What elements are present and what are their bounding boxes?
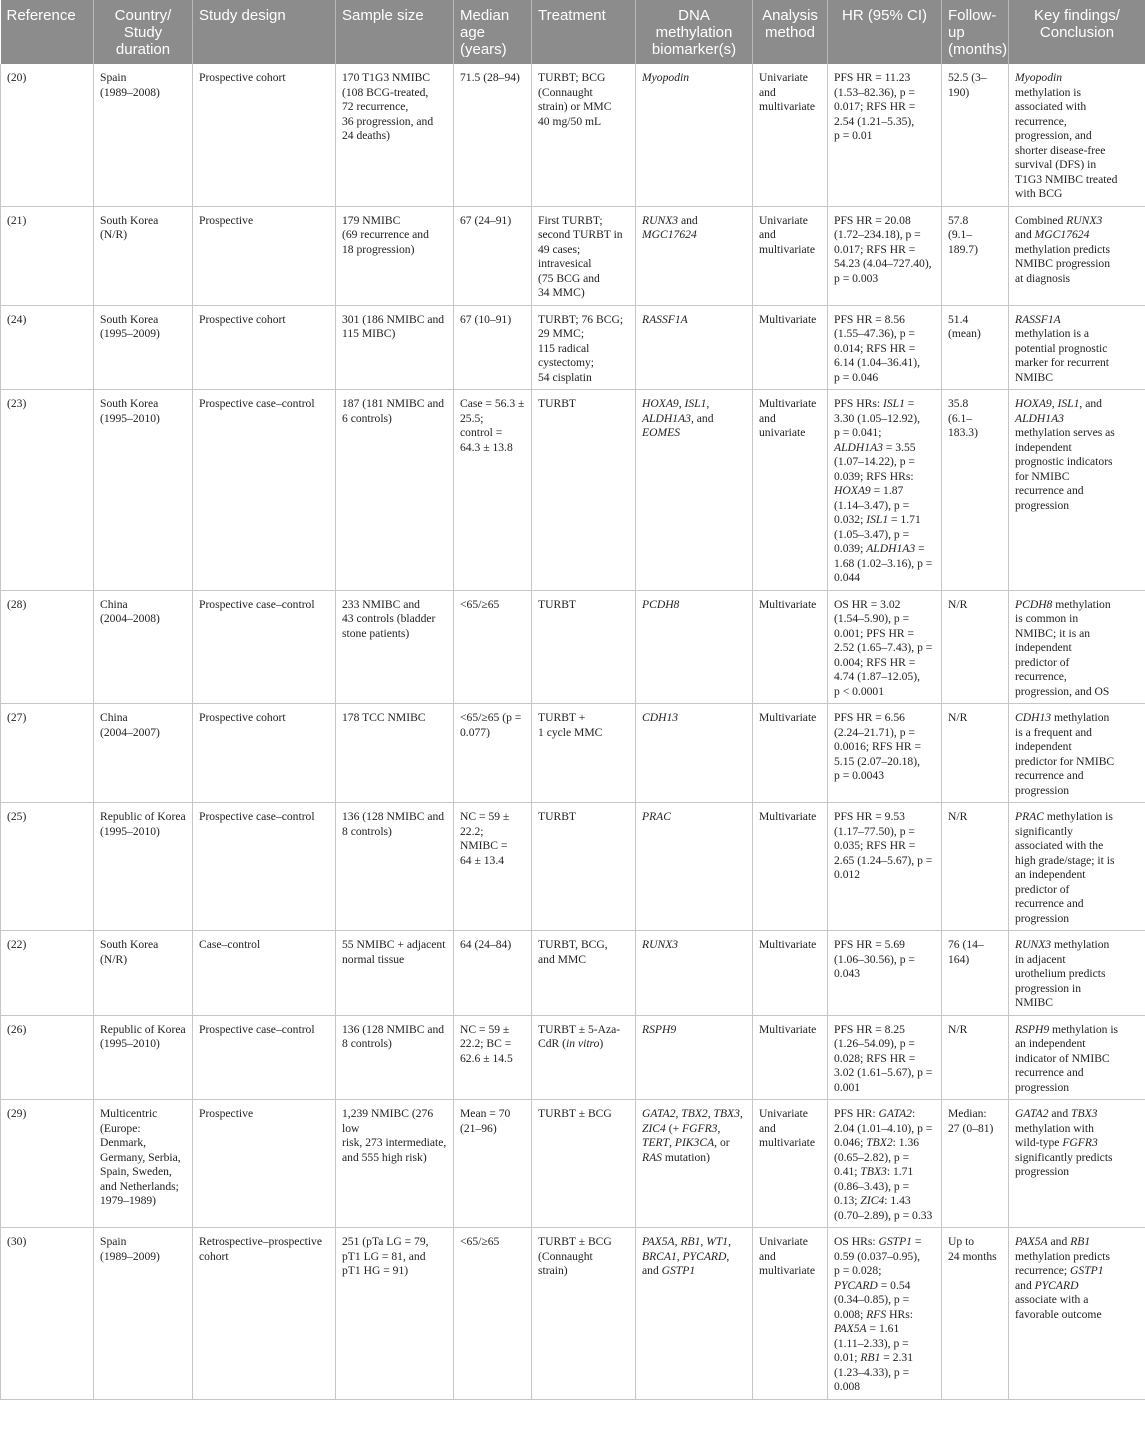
table-row bbox=[1, 305, 1145, 390]
table-row bbox=[1, 1100, 1145, 1228]
follow-up-cell: 57.8 (9.1–189.7) bbox=[942, 206, 1009, 305]
sample-size-cell: 1,239 NMIBC (276 low risk, 273 intermediate, and 555 high risk) bbox=[336, 1100, 454, 1228]
table-row bbox=[1, 1015, 1145, 1100]
reference-cell: (22) bbox=[1, 931, 94, 1016]
header-median-age: Median age (years) bbox=[454, 0, 532, 64]
table-row bbox=[1, 590, 1145, 704]
treatment-cell: TURBT bbox=[532, 803, 636, 931]
country-cell: South Korea (1995–2009) bbox=[94, 305, 193, 390]
hr-cell: PFS HR = 11.23 (1.53–82.36), p = 0.017; RFS HR = 2.54 (1.21–5.35), p = 0.01 bbox=[828, 64, 942, 206]
table-body bbox=[1, 64, 1145, 1399]
biomarker-cell: HOXA9, ISL1, ALDH1A3, and EOMES bbox=[636, 390, 753, 591]
biomarker-cell: Myopodin bbox=[636, 64, 753, 206]
method-cell: Multivariate bbox=[753, 931, 828, 1016]
country-cell: China (2004–2008) bbox=[94, 590, 193, 704]
age-cell: 71.5 (28–94) bbox=[454, 64, 532, 206]
country-cell: South Korea (N/R) bbox=[94, 206, 193, 305]
biomarker-cell: RUNX3 bbox=[636, 931, 753, 1016]
design-cell: Prospective cohort bbox=[193, 704, 336, 803]
reference-cell: (29) bbox=[1, 1100, 94, 1228]
findings-cell: CDH13 methylation is a frequent and independent predictor for NMIBC recurrence and progression bbox=[1009, 704, 1145, 803]
reference-cell: (28) bbox=[1, 590, 94, 704]
country-cell: South Korea (1995–2010) bbox=[94, 390, 193, 591]
findings-cell: RUNX3 methylation in adjacent urothelium predicts progression in NMIBC bbox=[1009, 931, 1145, 1016]
header-reference: Reference bbox=[1, 0, 94, 64]
header-country-duration: Country/ Study duration bbox=[94, 0, 193, 64]
method-cell: Multivariate bbox=[753, 305, 828, 390]
hr-cell: OS HRs: GSTP1 = 0.59 (0.037–0.95), p = 0.028; PYCARD = 0.54 (0.34–0.85), p = 0.008; RFS HRs: PAX5A = 1.61 (1.11–2.33), p = 0.01; RB1 = 2.31 (1.23–4.33), p = 0.008 bbox=[828, 1228, 942, 1400]
table-row bbox=[1, 206, 1145, 305]
findings-cell: Myopodin methylation is associated with recurrence, progression, and shorter disease-free survival (DFS) in T1G3 NMIBC treated with BCG bbox=[1009, 64, 1145, 206]
method-cell: Univariate and multivariate bbox=[753, 1228, 828, 1400]
treatment-cell: TURBT bbox=[532, 590, 636, 704]
age-cell: NC = 59 ± 22.2; NMIBC = 64 ± 13.4 bbox=[454, 803, 532, 931]
age-cell: <65/≥65 bbox=[454, 1228, 532, 1400]
table-row bbox=[1, 64, 1145, 206]
biomarker-cell: PRAC bbox=[636, 803, 753, 931]
follow-up-cell: N/R bbox=[942, 803, 1009, 931]
treatment-cell: TURBT ± 5-Aza- CdR (in vitro) bbox=[532, 1015, 636, 1100]
table-row bbox=[1, 803, 1145, 931]
design-cell: Prospective bbox=[193, 206, 336, 305]
sample-size-cell: 187 (181 NMIBC and 6 controls) bbox=[336, 390, 454, 591]
header-key-findings: Key findings/ Conclusion bbox=[1009, 0, 1145, 64]
sample-size-cell: 251 (pTa LG = 79, pT1 LG = 81, and pT1 HG = 91) bbox=[336, 1228, 454, 1400]
findings-cell: RASSF1A methylation is a potential prognostic marker for recurrent NMIBC bbox=[1009, 305, 1145, 390]
sample-size-cell: 136 (128 NMIBC and 8 controls) bbox=[336, 1015, 454, 1100]
method-cell: Multivariate bbox=[753, 704, 828, 803]
design-cell: Prospective case–control bbox=[193, 390, 336, 591]
findings-cell: PAX5A and RB1 methylation predicts recurrence; GSTP1 and PYCARD associate with a favorable outcome bbox=[1009, 1228, 1145, 1400]
age-cell: 67 (10–91) bbox=[454, 305, 532, 390]
findings-cell: PCDH8 methylation is common in NMIBC; it is an independent predictor of recurrence, progression, and OS bbox=[1009, 590, 1145, 704]
hr-cell: PFS HR = 6.56 (2.24–21.71), p = 0.0016; RFS HR = 5.15 (2.07–20.18), p = 0.0043 bbox=[828, 704, 942, 803]
design-cell: Prospective bbox=[193, 1100, 336, 1228]
header-sample-size: Sample size bbox=[336, 0, 454, 64]
biomarker-cell: PCDH8 bbox=[636, 590, 753, 704]
age-cell: NC = 59 ± 22.2; BC = 62.6 ± 14.5 bbox=[454, 1015, 532, 1100]
biomarker-cell: PAX5A, RB1, WT1, BRCA1, PYCARD, and GSTP1 bbox=[636, 1228, 753, 1400]
design-cell: Prospective case–control bbox=[193, 1015, 336, 1100]
findings-cell: RSPH9 methylation is an independent indicator of NMIBC recurrence and progression bbox=[1009, 1015, 1145, 1100]
findings-cell: HOXA9, ISL1, and ALDH1A3 methylation serves as independent prognostic indicators for NMIBC recurrence and progression bbox=[1009, 390, 1145, 591]
country-cell: Spain (1989–2009) bbox=[94, 1228, 193, 1400]
sample-size-cell: 136 (128 NMIBC and 8 controls) bbox=[336, 803, 454, 931]
sample-size-cell: 179 NMIBC (69 recurrence and 18 progression) bbox=[336, 206, 454, 305]
age-cell: <65/≥65 bbox=[454, 590, 532, 704]
hr-cell: OS HR = 3.02 (1.54–5.90), p = 0.001; PFS HR = 2.52 (1.65–7.43), p = 0.004; RFS HR = 4.74 (1.87–12.05), p < 0.0001 bbox=[828, 590, 942, 704]
sample-size-cell: 170 T1G3 NMIBC (108 BCG-treated, 72 recurrence, 36 progression, and 24 deaths) bbox=[336, 64, 454, 206]
follow-up-cell: N/R bbox=[942, 704, 1009, 803]
biomarker-cell: RSPH9 bbox=[636, 1015, 753, 1100]
method-cell: Multivariate bbox=[753, 590, 828, 704]
treatment-cell: TURBT ± BCG bbox=[532, 1100, 636, 1228]
sample-size-cell: 301 (186 NMIBC and 115 MIBC) bbox=[336, 305, 454, 390]
method-cell: Multivariate bbox=[753, 1015, 828, 1100]
follow-up-cell: 35.8 (6.1–183.3) bbox=[942, 390, 1009, 591]
header-treatment: Treatment bbox=[532, 0, 636, 64]
design-cell: Retrospective–prospective cohort bbox=[193, 1228, 336, 1400]
reference-cell: (27) bbox=[1, 704, 94, 803]
age-cell: 67 (24–91) bbox=[454, 206, 532, 305]
reference-cell: (25) bbox=[1, 803, 94, 931]
hr-cell: PFS HR = 5.69 (1.06–30.56), p = 0.043 bbox=[828, 931, 942, 1016]
hr-cell: PFS HR: GATA2: 2.04 (1.01–4.10), p = 0.046; TBX2: 1.36 (0.65–2.82), p = 0.41; TBX3: 1.71 (0.86–3.43), p = 0.13; ZIC4: 1.43 (0.70–2.89), p = 0.33 bbox=[828, 1100, 942, 1228]
country-cell: China (2004–2007) bbox=[94, 704, 193, 803]
follow-up-cell: Up to 24 months bbox=[942, 1228, 1009, 1400]
treatment-cell: TURBT + 1 cycle MMC bbox=[532, 704, 636, 803]
reference-cell: (24) bbox=[1, 305, 94, 390]
biomarker-cell: RUNX3 and MGC17624 bbox=[636, 206, 753, 305]
country-cell: Republic of Korea (1995–2010) bbox=[94, 803, 193, 931]
findings-cell: PRAC methylation is significantly associated with the high grade/stage; it is an independent predictor of recurrence and progression bbox=[1009, 803, 1145, 931]
table-row bbox=[1, 704, 1145, 803]
sample-size-cell: 55 NMIBC + adjacent normal tissue bbox=[336, 931, 454, 1016]
reference-cell: (20) bbox=[1, 64, 94, 206]
treatment-cell: TURBT; BCG (Connaught strain) or MMC 40 mg/50 mL bbox=[532, 64, 636, 206]
follow-up-cell: Median: 27 (0–81) bbox=[942, 1100, 1009, 1228]
follow-up-cell: 76 (14–164) bbox=[942, 931, 1009, 1016]
design-cell: Prospective cohort bbox=[193, 64, 336, 206]
age-cell: <65/≥65 (p = 0.077) bbox=[454, 704, 532, 803]
follow-up-cell: N/R bbox=[942, 1015, 1009, 1100]
design-cell: Prospective case–control bbox=[193, 590, 336, 704]
age-cell: Case = 56.3 ± 25.5; control = 64.3 ± 13.8 bbox=[454, 390, 532, 591]
hr-cell: PFS HR = 20.08 (1.72–234.18), p = 0.017; RFS HR = 54.23 (4.04–727.40), p = 0.003 bbox=[828, 206, 942, 305]
follow-up-cell: N/R bbox=[942, 590, 1009, 704]
method-cell: Multivariate and univariate bbox=[753, 390, 828, 591]
follow-up-cell: 51.4 (mean) bbox=[942, 305, 1009, 390]
method-cell: Univariate and multivariate bbox=[753, 206, 828, 305]
reference-cell: (30) bbox=[1, 1228, 94, 1400]
biomarker-cell: RASSF1A bbox=[636, 305, 753, 390]
table-header bbox=[1, 0, 1145, 64]
header-follow-up: Follow-up (months) bbox=[942, 0, 1009, 64]
method-cell: Univariate and multivariate bbox=[753, 64, 828, 206]
hr-cell: PFS HRs: ISL1 = 3.30 (1.05–12.92), p = 0.041; ALDH1A3 = 3.55 (1.07–14.22), p = 0.039; RFS HRs: HOXA9 = 1.87 (1.14–3.47), p = 0.032; ISL1 = 1.71 (1.05–3.47), p = 0.039; ALDH1A3 = 1.68 (1.02–3.16), p = 0.044 bbox=[828, 390, 942, 591]
treatment-cell: TURBT bbox=[532, 390, 636, 591]
table-row bbox=[1, 1228, 1145, 1400]
biomarker-cell: GATA2, TBX2, TBX3, ZIC4 (+ FGFR3, TERT, PIK3CA, or RAS mutation) bbox=[636, 1100, 753, 1228]
country-cell: Spain (1989–2008) bbox=[94, 64, 193, 206]
age-cell: 64 (24–84) bbox=[454, 931, 532, 1016]
biomarker-cell: CDH13 bbox=[636, 704, 753, 803]
header-study-design: Study design bbox=[193, 0, 336, 64]
design-cell: Prospective case–control bbox=[193, 803, 336, 931]
age-cell: Mean = 70 (21–96) bbox=[454, 1100, 532, 1228]
reference-cell: (23) bbox=[1, 390, 94, 591]
hr-cell: PFS HR = 8.25 (1.26–54.09), p = 0.028; RFS HR = 3.02 (1.61–5.67), p = 0.001 bbox=[828, 1015, 942, 1100]
header-biomarkers: DNA methylation biomarker(s) bbox=[636, 0, 753, 64]
table-row bbox=[1, 390, 1145, 591]
country-cell: Republic of Korea (1995–2010) bbox=[94, 1015, 193, 1100]
country-cell: South Korea (N/R) bbox=[94, 931, 193, 1016]
reference-cell: (21) bbox=[1, 206, 94, 305]
treatment-cell: TURBT, BCG, and MMC bbox=[532, 931, 636, 1016]
findings-cell: GATA2 and TBX3 methylation with wild-type FGFR3 significantly predicts progression bbox=[1009, 1100, 1145, 1228]
treatment-cell: First TURBT; second TURBT in 49 cases; intravesical (75 BCG and 34 MMC) bbox=[532, 206, 636, 305]
findings-cell: Combined RUNX3 and MGC17624 methylation predicts NMIBC progression at diagnosis bbox=[1009, 206, 1145, 305]
sample-size-cell: 233 NMIBC and 43 controls (bladder stone patients) bbox=[336, 590, 454, 704]
sample-size-cell: 178 TCC NMIBC bbox=[336, 704, 454, 803]
reference-cell: (26) bbox=[1, 1015, 94, 1100]
table-row bbox=[1, 931, 1145, 1016]
method-cell: Multivariate bbox=[753, 803, 828, 931]
hr-cell: PFS HR = 8.56 (1.55–47.36), p = 0.014; RFS HR = 6.14 (1.04–36.41), p = 0.046 bbox=[828, 305, 942, 390]
design-cell: Case–control bbox=[193, 931, 336, 1016]
header-row bbox=[1, 0, 1145, 64]
header-analysis-method: Analysis method bbox=[753, 0, 828, 64]
method-cell: Univariate and multivariate bbox=[753, 1100, 828, 1228]
country-cell: Multicentric (Europe: Denmark, Germany, Serbia, Spain, Sweden, and Netherlands; 1979–1989) bbox=[94, 1100, 193, 1228]
hr-cell: PFS HR = 9.53 (1.17–77.50), p = 0.035; RFS HR = 2.65 (1.24–5.67), p = 0.012 bbox=[828, 803, 942, 931]
treatment-cell: TURBT; 76 BCG; 29 MMC; 115 radical cystectomy; 54 cisplatin bbox=[532, 305, 636, 390]
design-cell: Prospective cohort bbox=[193, 305, 336, 390]
treatment-cell: TURBT ± BCG (Connaught strain) bbox=[532, 1228, 636, 1400]
header-hr: HR (95% CI) bbox=[828, 0, 942, 64]
follow-up-cell: 52.5 (3–190) bbox=[942, 64, 1009, 206]
